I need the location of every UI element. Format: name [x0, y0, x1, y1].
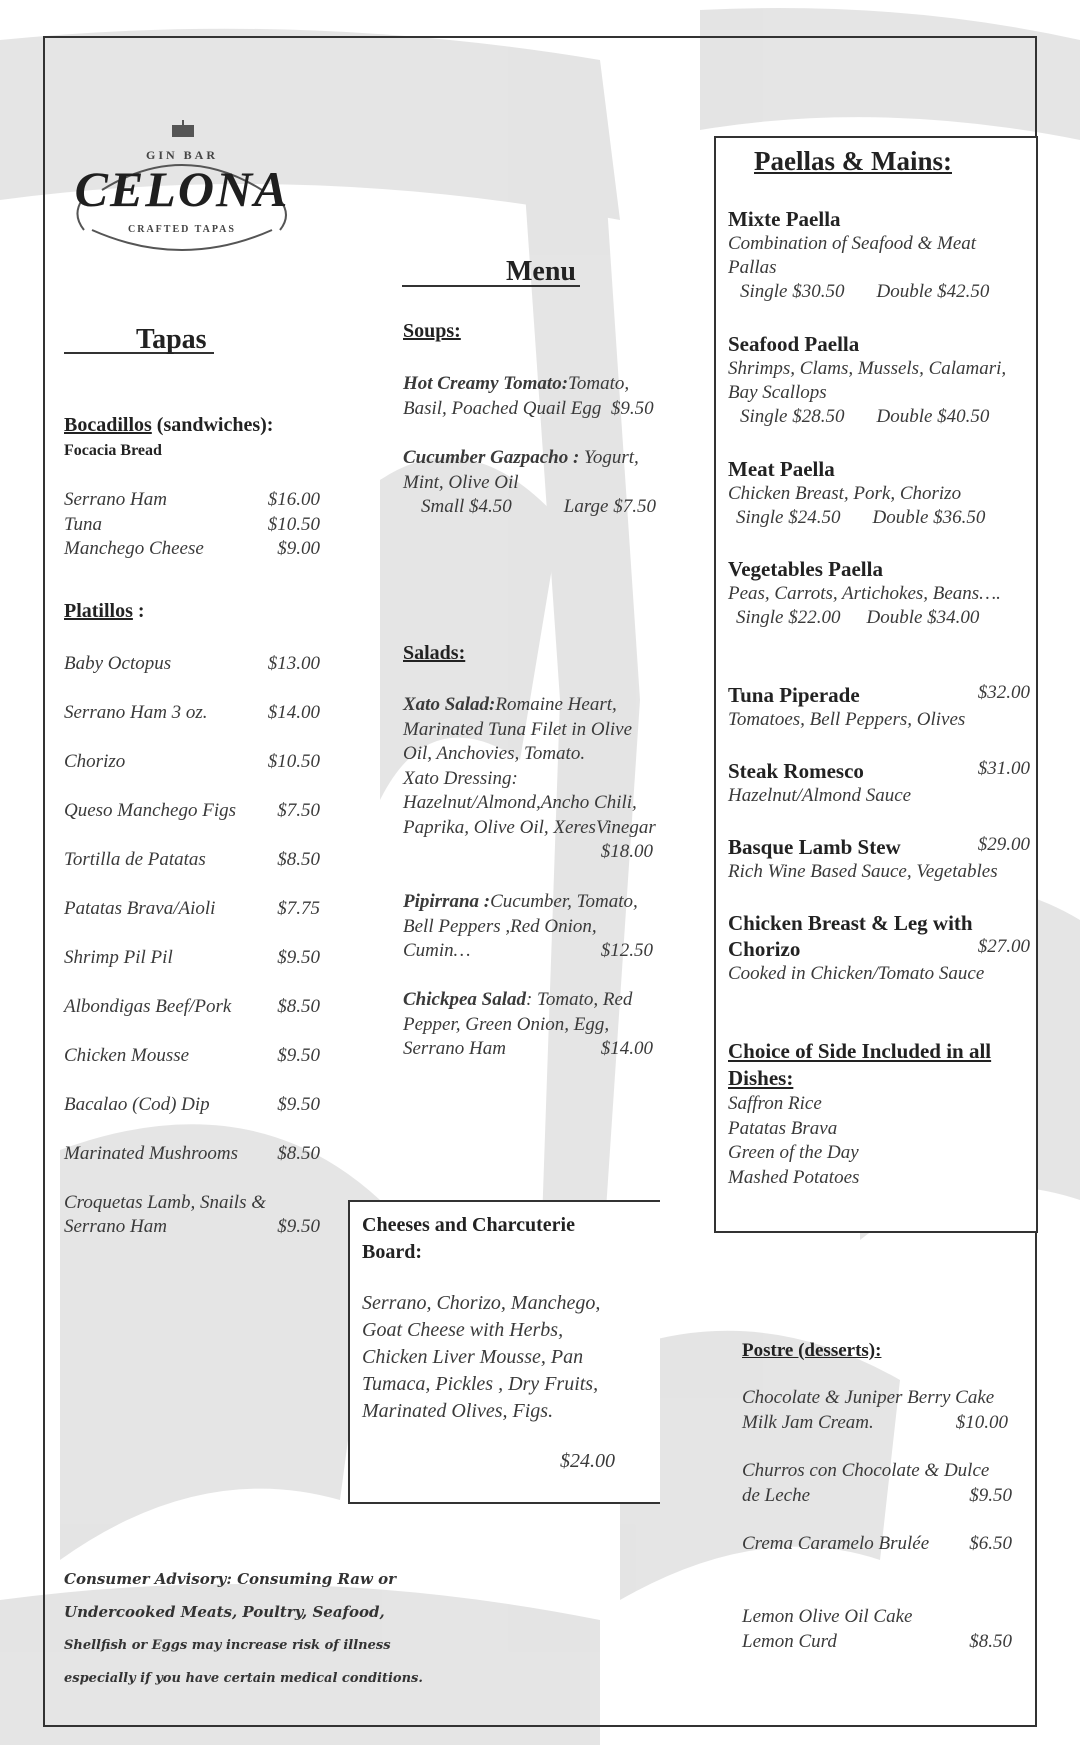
logo-name: CELONA [74, 161, 290, 217]
soups-heading: Soups: [403, 320, 461, 342]
dessert-list [742, 1386, 1012, 1654]
list-item: Queso Manchego Figs $7.50 [64, 800, 320, 821]
list-item: Serrano Ham 3 oz. $14.00 [64, 702, 320, 723]
focacia-bread: Focacia Bread [64, 442, 162, 459]
list-item: Green of the Day [728, 1142, 859, 1163]
mains-title: Paellas & Mains: [754, 146, 952, 176]
list-item: Chicken Breast & Leg with Chorizo $27.00 Cooked in Chicken/Tomato Sauce [728, 911, 1030, 984]
celona-logo [72, 120, 292, 280]
desserts-heading: Postre (desserts): [742, 1340, 882, 1361]
list-item: Tuna Piperade $32.00 Tomatoes, Bell Peppers, Olives [728, 682, 1030, 730]
bocadillos-heading [64, 414, 273, 437]
list-item: Tortilla de Patatas $8.50 [64, 849, 320, 870]
bocadillos-suffix: (sandwiches): [151, 414, 274, 436]
platillos-list [64, 652, 320, 1239]
list-item: Bacalao (Cod) Dip $9.50 [64, 1094, 320, 1115]
cheese-board-box [348, 1200, 660, 1504]
list-item: Basque Lamb Stew $29.00 Rich Wine Based Sauce, Vegetables [728, 834, 1030, 882]
list-item: Meat Paella Chicken Breast, Pork, Chorizo Single $24.50 Double $36.50 [728, 457, 986, 528]
list-item: Croquetas Lamb, Snails & Serrano Ham $9.50 [64, 1192, 320, 1237]
logo-bottom-text: CRAFTED TAPAS [128, 224, 236, 235]
list-item: Manchego Cheese $9.00 [64, 538, 320, 559]
list-item: Marinated Mushrooms $8.50 [64, 1143, 320, 1164]
list-item: Mixte Paella Combination of Seafood & Meat Pallas Single $30.50 Double $42.50 [728, 207, 990, 302]
list-item: Serrano Ham $16.00 [64, 489, 320, 510]
bocadillos-list [64, 488, 320, 562]
soup-gazpacho: Cucumber Gazpacho : Yogurt, Mint, Olive Oil Small $4.50 Large $7.50 [403, 447, 656, 517]
paellas-mains-box [714, 136, 1038, 1233]
list-item: Chicken Mousse $9.50 [64, 1045, 320, 1066]
soup-hot-tomato: Hot Creamy Tomato:Tomato, Basil, Poached Quail Egg $9.50 [403, 373, 654, 419]
bocadillos-label: Bocadillos [64, 414, 152, 436]
menu-title: Menu [506, 256, 576, 287]
list-item: Patatas Brava [728, 1117, 838, 1139]
tapas-title: Tapas [136, 324, 207, 355]
cheese-board-title: Cheeses and Charcuterie Board: [362, 1214, 575, 1263]
list-item: Shrimp Pil Pil $9.50 [64, 947, 320, 968]
platillos-heading [64, 600, 145, 623]
salads-heading: Salads: [403, 642, 466, 664]
salad-pipirrana: Pipirrana :Cucumber, Tomato, Bell Peppers ,Red Onion, Cumin… $12.50 [403, 891, 653, 961]
logo-top-text: GIN BAR [145, 148, 218, 162]
consumer-advisory: Consumer Advisory: Consuming Raw or Undercooked Meats, Poultry, Seafood, Shellfish or Eggs may increase risk of illness especially if you have certain medical conditions. [64, 1570, 423, 1686]
list-item: Patatas Brava/Aioli $7.75 [64, 898, 320, 919]
cheese-board-items: Serrano, Chorizo, Manchego, Goat Cheese with Herbs, Chicken Liver Mousse, Pan Tumaca, Pickles , Dry Fruits, Marinated Olives, Figs. [362, 1292, 601, 1422]
list-item: Seafood Paella Shrimps, Clams, Mussels, Calamari, Bay Scallops Single $28.50 Double $40.50 [728, 332, 1007, 427]
list-item: Albondigas Beef/Pork $8.50 [64, 996, 320, 1017]
list-item: Steak Romesco $31.00 Hazelnut/Almond Sauce [728, 758, 1030, 806]
list-item: Mashed Potatoes [728, 1166, 860, 1188]
list-item: Lemon Olive Oil Cake Lemon Curd $8.50 [742, 1606, 1012, 1652]
list-item: Saffron Rice [728, 1093, 822, 1114]
list-item: Chorizo $10.50 [64, 751, 320, 772]
platillos-suffix: : [132, 600, 145, 622]
salad-xato: Xato Salad:Romaine Heart, Marinated Tuna Filet in Olive Oil, Anchovies, Tomato. Xato Dressing: Hazelnut/Almond,Ancho Chili, Paprika, Olive Oil, XeresVinegar $18.00 [403, 694, 656, 862]
list-item: Crema Caramelo Brulée $6.50 [742, 1533, 1012, 1554]
sides-section: Choice of Side Included in all Dishes: Saffron Rice Patatas Brava Green of the Day Mashed Potatoes [728, 1038, 1034, 1190]
list-item: Vegetables Paella Peas, Carrots, Artichokes, Beans…. Single $22.00 Double $34.00 [728, 557, 1001, 628]
list-item: Baby Octopus $13.00 [64, 653, 320, 674]
list-item: Tuna $10.50 [64, 513, 320, 535]
list-item: Churros con Chocolate & Dulce de Leche $9.50 [742, 1460, 1012, 1506]
platillos-label: Platillos [64, 600, 133, 622]
salad-chickpea: Chickpea Salad: Tomato, Red Pepper, Green Onion, Egg, Serrano Ham $14.00 [403, 989, 653, 1059]
paella-list [728, 206, 1028, 681]
list-item: Chocolate & Juniper Berry Cake Milk Jam Cream. $10.00 [742, 1387, 1008, 1433]
cheese-board-price: $24.00 [560, 1450, 615, 1472]
mains-dish-list [728, 682, 1030, 986]
